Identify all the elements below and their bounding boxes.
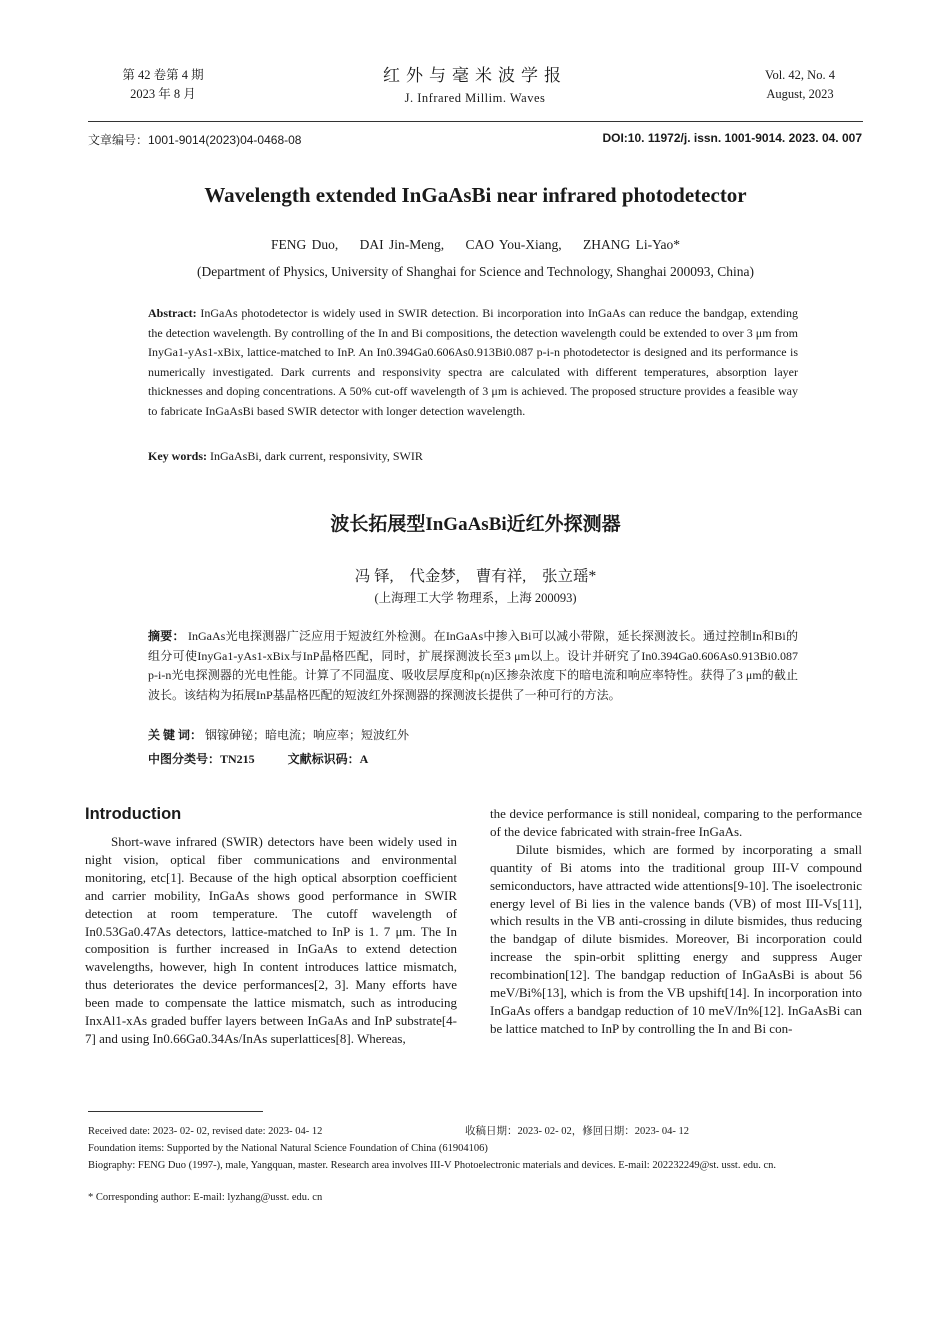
author-name-cn: 代金梦,	[409, 568, 460, 585]
paper-title: Wavelength extended InGaAsBi near infrared photodetector	[204, 183, 747, 207]
affiliation-cn: (上海理工大学 物理系，上海 200093)	[374, 591, 577, 605]
volume-issue-en: Vol. 42, No. 4	[765, 68, 835, 82]
volume-info-en	[720, 66, 880, 104]
article-number: 文章编号：1001-9014(2023)04-0468-08	[88, 133, 302, 147]
author-name: ZHANG Li-Yao*	[583, 237, 681, 252]
keywords-text-cn: 铟镓砷铋；暗电流；响应率；短波红外	[205, 728, 410, 742]
volume-issue-cn: 第 42 卷第 4 期	[122, 68, 204, 82]
abstract-text: InGaAs photodetector is widely used in SWIR detection. Bi incorporation into InGaAs can reduce the bandgap, extending the detection wavelength. By controlling of the In and Bi compositions, the detection wavelength could be extended to over 3 μm from InyGa1-yAs1-xBix, lattice-matched to InP. An In0.394Ga0.606As0.913Bi0.087 p-i-n photodetector is designed and its performance is numerically investigated. Dark currents and responsivity spectra are calculated with different temperatures, absorption layer thicknesses and doping concentrations. A 50% cut-off wavelength of 3 μm is achieved. The proposed structure provides a feasible way to fabricate InGaAsBi based SWIR detector with longer detection wavelength.	[148, 306, 799, 418]
body-paragraph: Dilute bismides, which are formed by incorporating a small quantity of Bi atoms into the traditional group III-V compound semiconductors, have attracted wide attentions[9-10]. The isoelectronic energy level of Bi lies in the valence bands (VB) of most III-Vs[11], which results in the VB anti-crossing in dilute bismides, thus reducing the bandgap of dilute bismides. Moreover, Bi incorporation could increase the spin-orbit splitting energy and suppress Auger recombination[12]. The bandgap reduction of InGaAsBi is about 56 meV/Bi%[13], which is from the VB upshift[14]. In incorporation into InGaAs offers a bandgap reduction of 10 meV/In%[12]. InGaAsBi can be lattice matched to InP by controlling the In and Bi con-	[490, 841, 862, 1036]
doi[interactable]: DOI:10. 11972/j. issn. 1001-9014. 2023. 04. 007	[602, 131, 862, 145]
author-name-cn: 张立瑶*	[541, 568, 597, 585]
author-name-cn: 冯 铎,	[354, 568, 394, 585]
abstract-cn	[148, 627, 798, 705]
author-name: FENG Duo,	[270, 237, 339, 252]
body-column-right	[490, 805, 862, 1038]
date-en: August, 2023	[766, 87, 834, 101]
keywords	[148, 449, 798, 464]
keywords-text: InGaAsBi, dark current, responsivity, SWIR	[210, 449, 423, 463]
volume-info-cn	[108, 66, 218, 104]
document-code: 文献标识码：A	[287, 752, 369, 766]
received-date: Received date: 2023- 02- 02, revised date: 2023- 04- 12	[88, 1126, 323, 1137]
class-number: 中图分类号：TN215	[148, 752, 255, 766]
body-paragraph: Short-wave infrared (SWIR) detectors have been widely used in night vision, optical fiber communications and environmental monitoring, etc[1]. Because of the high optical absorption coefficient and carrier mobility, InGaAs shows good performance in SWIR detection at room temperature. The cutoff wavelength of In0.53Ga0.47As detectors, lattice-matched to InP is 1. 7 μm. The In composition is further increased in InGaAs to extend detection wavelengths, however, high In content introduces lattice mismatch, thus deteriorates the device performances[2, 3]. Many efforts have been made to compensate the lattice mismatch, such as introducing InxAl1-xAs graded buffer layers between InGaAs and InP substrate[4-7] and using In0.66Ga0.34As/InAs superlattices[8]. Whereas,	[85, 834, 457, 1046]
journal-name-cn: 红外与毫米波学报	[383, 66, 567, 85]
abstract-label-cn: 摘要：	[148, 629, 185, 643]
body-column-left	[85, 805, 457, 1048]
abstract-text-cn: InGaAs光电探测器广泛应用于短波红外检测。在InGaAs中掺入Bi可以减小带隙，延长探测波长。通过控制In和Bi的组分可使InyGa1-yAs1-xBix与InP晶格匹配，同时，扩展探测波长至3 μm以上。设计并研究了In0.394Ga0.606As0.913Bi0.087 p-i-n光电探测器的光电性能。计算了不同温度、吸收层厚度和p(n)区掺杂浓度下的暗电流和响应率特性。获得了3 μm的截止波长。该结构为拓展InP基晶格匹配的短波红外探测器的探测波长提供了一种可行的方法。	[148, 629, 798, 702]
paper-title-cn: 波长拓展型InGaAsBi近红外探测器	[330, 514, 621, 535]
corresponding-author: * Corresponding author: E-mail: lyzhang@usst. edu. cn	[88, 1192, 323, 1203]
received-date-cn: 收稿日期：2023- 02- 02，修回日期：2023- 04- 12	[465, 1126, 689, 1137]
author-name: CAO You-Xiang,	[465, 237, 562, 252]
header-divider	[88, 121, 863, 122]
footnote-divider	[88, 1111, 263, 1112]
author-name: DAI Jin-Meng,	[359, 237, 445, 252]
affiliation: (Department of Physics, University of Shanghai for Science and Technology, Shanghai 200093, China)	[197, 264, 754, 279]
keywords-label-cn: 关 键 词：	[148, 728, 203, 742]
keywords-cn	[148, 726, 798, 743]
keywords-label: Key words:	[148, 449, 207, 463]
section-heading: Introduction	[85, 805, 182, 823]
author-name-cn: 曹有祥,	[475, 568, 527, 585]
journal-name	[300, 64, 650, 108]
author-list-cn	[88, 564, 863, 586]
body-paragraph: the device performance is still nonideal, comparing to the performance of the device fabricated with strain-free InGaAs.	[490, 806, 862, 839]
classification-cn	[148, 750, 798, 767]
abstract-label: Abstract:	[148, 306, 197, 320]
date-cn: 2023 年 8 月	[130, 87, 196, 101]
abstract	[148, 304, 798, 422]
journal-name-en: J. Infrared Millim. Waves	[404, 91, 546, 105]
author-list	[88, 237, 863, 253]
author-biography: Biography: FENG Duo (1997-), male, Yangquan, master. Research area involves III-V Photoelectronic materials and devices. E-mail: 202232249@st. usst. edu. cn.	[88, 1160, 777, 1171]
foundation-items: Foundation items: Supported by the National Natural Science Foundation of China (61904106)	[88, 1143, 488, 1154]
